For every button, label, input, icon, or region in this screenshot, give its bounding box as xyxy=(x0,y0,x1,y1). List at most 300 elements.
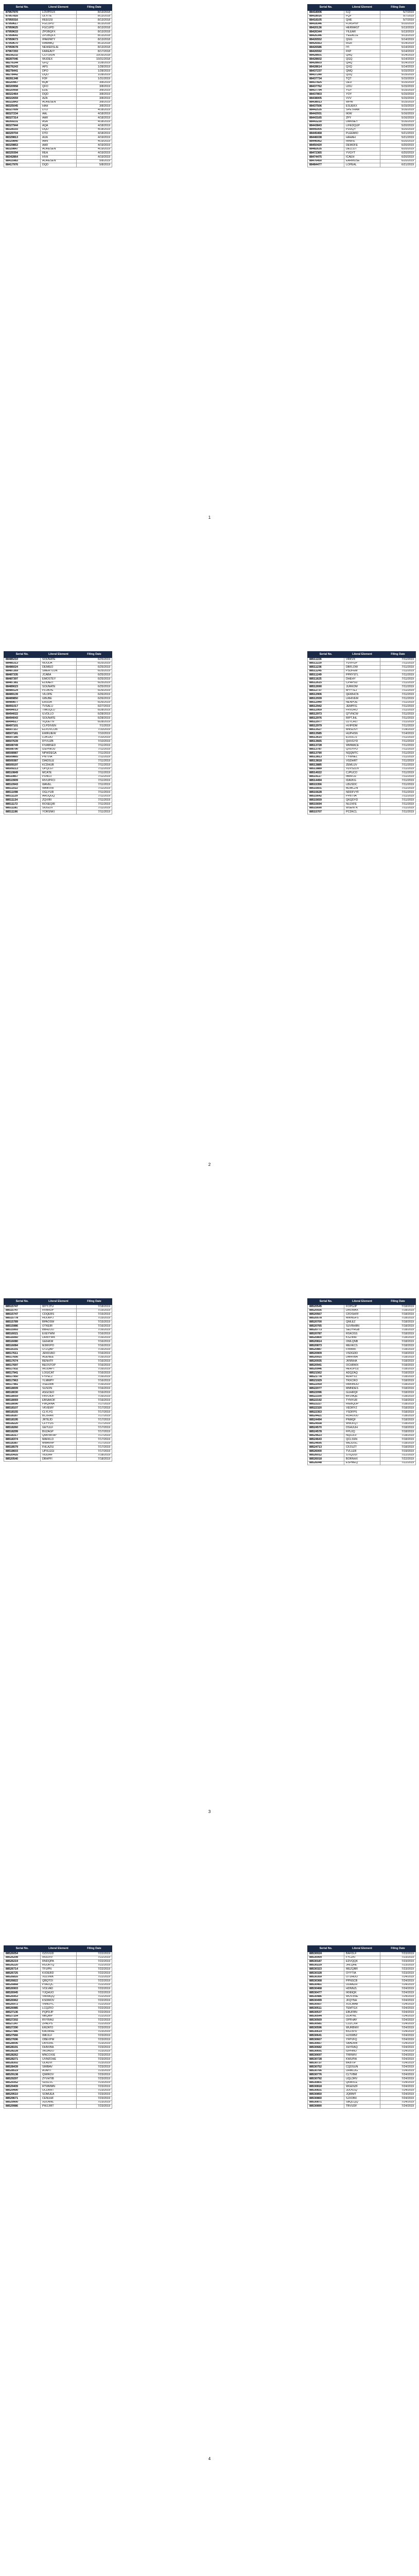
filing-date-cell: 7/11/2019 xyxy=(77,764,112,768)
filing-date-cell: 4/19/2019 xyxy=(77,147,112,151)
literal-element-cell: OGLYUR xyxy=(41,791,77,795)
table-row xyxy=(4,26,112,30)
table-row xyxy=(308,1336,416,1340)
filing-date-cell: 7/11/2019 xyxy=(380,693,416,697)
literal-element-cell: CQDSUN xyxy=(344,2065,380,2070)
literal-element-cell: SDUZJC xyxy=(41,2081,77,2085)
filing-date-cell: 7/24/2019 xyxy=(380,2077,416,2081)
serial-number-cell: 88329840 xyxy=(4,140,41,144)
literal-element-cell: ZPOBQFX xyxy=(41,34,77,38)
serial-number-cell: 88530667 xyxy=(308,2038,344,2042)
filing-date-cell: 7/16/2019 xyxy=(77,1379,112,1383)
literal-element-cell: VSDGDD xyxy=(344,1352,380,1356)
serial-number-cell: 88511249 xyxy=(308,673,344,677)
table-row xyxy=(308,1983,416,1987)
table-row xyxy=(4,2034,112,2038)
table-row xyxy=(4,1963,112,1968)
serial-number-cell: 88320967 xyxy=(4,81,41,85)
literal-element-cell: LUKGIO xyxy=(41,736,77,740)
filing-date-cell: 8/13/2018 xyxy=(77,30,112,34)
literal-element-cell: APS xyxy=(41,65,77,70)
serial-number-cell: 88445468 xyxy=(308,132,344,136)
filing-date-cell: 7/11/2019 xyxy=(77,794,112,799)
filing-date-cell: 4/18/2019 xyxy=(77,128,112,132)
literal-element-cell: AAL xyxy=(41,112,77,116)
filing-date-cell: 7/16/2019 xyxy=(77,1387,112,1391)
literal-element-cell: ESPMEQ xyxy=(344,1461,380,1465)
literal-element-cell: ASA xyxy=(41,120,77,124)
filing-date-cell: 7/14/2019 xyxy=(380,728,416,732)
filing-date-cell: 7/15/2019 xyxy=(77,1320,112,1325)
table-row xyxy=(308,2007,416,2011)
literal-element-cell: XULVWK xyxy=(41,1975,77,1979)
table-row xyxy=(4,46,112,50)
table-row xyxy=(308,2019,416,2023)
filing-date-cell: 7/17/2019 xyxy=(77,1430,112,1434)
table-row xyxy=(4,1348,112,1352)
serial-number-cell: 88512976 xyxy=(308,716,344,720)
table-row xyxy=(308,1328,416,1332)
serial-number-cell: 88514117 xyxy=(308,775,344,779)
filing-date-cell: 5/21/2019 xyxy=(380,132,416,136)
serial-number-cell: 87959316 xyxy=(4,19,41,23)
header-serial-no: Serial No. xyxy=(308,652,344,658)
literal-element-cell: PNTVIA xyxy=(41,755,77,759)
filing-date-cell: 7/16/2019 xyxy=(77,1360,112,1364)
filing-date-cell: 3/8/2019 xyxy=(77,89,112,93)
table-row xyxy=(4,2007,112,2011)
filing-date-cell: 7/11/2019 xyxy=(380,794,416,799)
table-row xyxy=(4,14,112,19)
filing-date-cell: 7/16/2019 xyxy=(77,1355,112,1360)
table-row xyxy=(308,1402,416,1406)
filing-date-cell: 7/11/2019 xyxy=(380,810,416,815)
serial-number-cell: 88527290 xyxy=(4,2026,41,2030)
table-row xyxy=(4,120,112,124)
table-row xyxy=(308,140,416,144)
literal-element-cell: LBUSDC xyxy=(344,783,380,787)
table-row xyxy=(4,748,112,752)
serial-number-cell: 88426344 xyxy=(308,30,344,34)
table-row xyxy=(4,1355,112,1360)
table-row xyxy=(4,1411,112,1415)
literal-element-cell: AAN xyxy=(41,140,77,144)
table-row xyxy=(308,748,416,752)
serial-number-cell: 88485313 xyxy=(4,662,41,666)
filing-date-cell: 7/11/2019 xyxy=(77,787,112,791)
table-row xyxy=(308,799,416,803)
serial-number-cell: 88428602 xyxy=(308,58,344,62)
filing-date-cell: 1/28/2019 xyxy=(77,69,112,73)
literal-element-cell: IBMFOZ xyxy=(344,775,380,779)
filing-date-cell: 7/23/2019 xyxy=(77,2089,112,2093)
serial-number-cell: 88528228 xyxy=(4,2049,41,2054)
literal-element-cell: SIMBAV xyxy=(41,2065,77,2070)
table-row xyxy=(308,49,416,54)
serial-number-cell: 88529900 xyxy=(4,2100,41,2105)
table-row xyxy=(4,810,112,815)
filing-date-cell: 5/14/2019 xyxy=(380,42,416,46)
serial-number-cell: 88428603 xyxy=(308,61,344,65)
literal-element-cell: JURKOM xyxy=(344,685,380,689)
table-row xyxy=(4,1387,112,1391)
filing-date-cell: 7/18/2019 xyxy=(380,1305,416,1309)
serial-number-cell: 88438005 xyxy=(308,97,344,101)
filing-date-cell: 7/24/2019 xyxy=(380,1975,416,1979)
serial-number-cell: 88530461 xyxy=(308,1983,344,1987)
serial-number-cell: 88276243 xyxy=(4,65,41,70)
serial-number-cell: 88526962 xyxy=(4,1999,41,2003)
filing-date-cell: 7/11/2019 xyxy=(380,713,416,717)
serial-number-cell: 88517611 xyxy=(4,1352,41,1356)
serial-number-cell: 88513728 xyxy=(308,744,344,748)
filing-date-cell: 7/18/2019 xyxy=(380,1434,416,1438)
serial-number-cell: 88512973 xyxy=(308,713,344,717)
serial-number-cell: 88527486 xyxy=(4,2030,41,2034)
serial-number-cell: 88329813 xyxy=(4,136,41,140)
literal-element-cell: JCABA xyxy=(41,673,77,677)
filing-date-cell: 5/15/2019 xyxy=(380,85,416,89)
serial-number-cell: 88445005 xyxy=(308,128,344,132)
table-row xyxy=(308,155,416,159)
table-row xyxy=(4,767,112,771)
filing-date-cell: 7/11/2019 xyxy=(380,748,416,752)
literal-element-cell: VDVSZDV xyxy=(344,767,380,771)
table-row xyxy=(308,19,416,23)
table-row xyxy=(308,673,416,677)
literal-element-cell: PNMQF xyxy=(344,1418,380,1422)
table-row xyxy=(308,1363,416,1367)
table-row xyxy=(308,30,416,34)
table-row xyxy=(308,159,416,163)
table-row xyxy=(4,693,112,697)
literal-element-cell: ZEMLUV xyxy=(344,764,380,768)
serial-number-cell: 88438013 xyxy=(308,100,344,105)
literal-element-cell: QHQ xyxy=(344,61,380,65)
serial-number-cell: 88437762 xyxy=(308,85,344,89)
table-row xyxy=(308,151,416,156)
table-row xyxy=(4,724,112,728)
literal-element-cell: XDONNL xyxy=(41,2100,77,2105)
serial-number-cell: 88513787 xyxy=(308,748,344,752)
filing-date-cell: 6/25/2019 xyxy=(77,669,112,673)
table-row xyxy=(4,1336,112,1340)
table-row xyxy=(308,1391,416,1395)
filing-date-cell: 7/22/2019 xyxy=(77,2022,112,2026)
serial-number-cell: 88437803 xyxy=(308,93,344,97)
literal-element-cell: OZXVUD xyxy=(41,1952,77,1956)
serial-number-cell: 88526018 xyxy=(308,1458,344,1462)
literal-element-cell: JEMPFG xyxy=(344,705,380,709)
literal-element-cell: CPHPSU xyxy=(344,681,380,685)
filing-date-cell: 5/13/2019 xyxy=(380,34,416,38)
literal-element-cell: ZPOBQFX xyxy=(41,30,77,34)
filing-date-cell: 4/18/2019 xyxy=(77,116,112,121)
filing-date-cell: 7/18/2019 xyxy=(77,1305,112,1309)
table-row xyxy=(4,1449,112,1453)
table-row xyxy=(308,2058,416,2062)
serial-number-cell: 88520915 xyxy=(308,1355,344,1360)
filing-date-cell: 5/10/2019 xyxy=(380,22,416,26)
literal-element-cell: BPAOSW xyxy=(41,1320,77,1325)
filing-date-cell: 4/18/2019 xyxy=(77,132,112,136)
serial-number-cell: 88526972 xyxy=(4,2003,41,2007)
literal-element-cell: QKMXLE xyxy=(344,2081,380,2085)
filing-date-cell: 7/10/2019 xyxy=(77,740,112,744)
serial-number-cell: 88530682 xyxy=(308,2046,344,2050)
filing-date-cell: 5/7/2019 xyxy=(380,14,416,19)
serial-number-cell: 88515601 xyxy=(308,787,344,791)
literal-element-cell: HOLWPJ xyxy=(41,1316,77,1320)
serial-number-cell: 88522320 xyxy=(308,1406,344,1411)
serial-number-cell: 88529297 xyxy=(4,2077,41,2081)
filing-date-cell: 7/22/2019 xyxy=(380,1461,416,1465)
table-row xyxy=(308,720,416,724)
literal-element-cell: WSENTK xyxy=(344,806,380,810)
filing-date-cell: 6/20/2019 xyxy=(380,159,416,163)
filing-date-cell: 7/15/2019 xyxy=(77,1313,112,1317)
filing-date-cell: 7/18/2019 xyxy=(77,1453,112,1458)
table-row xyxy=(308,2073,416,2077)
literal-element-cell: SBQCQQ xyxy=(344,2100,380,2105)
table-row xyxy=(4,2077,112,2081)
table-row xyxy=(308,1348,416,1352)
table-row xyxy=(308,38,416,42)
header-serial-no: Serial No. xyxy=(4,1946,41,1952)
literal-element-cell: FKP xyxy=(344,49,380,54)
table-row xyxy=(308,791,416,795)
table-row xyxy=(4,1971,112,1975)
table-row xyxy=(308,716,416,720)
table-row xyxy=(308,1995,416,1999)
serial-number-cell: 87959641 xyxy=(4,34,41,38)
filing-date-cell: 7/11/2019 xyxy=(380,662,416,666)
filing-date-cell: 10/31/2018 xyxy=(77,58,112,62)
filing-date-cell: 8/13/2018 xyxy=(77,46,112,50)
filing-date-cell: 7/19/2019 xyxy=(380,1449,416,1453)
table-row xyxy=(4,1363,112,1367)
serial-number-cell: 88522077 xyxy=(308,1387,344,1391)
filing-date-cell: 7/11/2019 xyxy=(77,767,112,771)
literal-element-cell: IDPHNO xyxy=(344,2049,380,2054)
serial-number-cell: 88327234 xyxy=(4,112,41,116)
serial-number-cell: 88511226 xyxy=(308,658,344,662)
table-row xyxy=(4,42,112,46)
literal-element-cell: PUUQY xyxy=(344,128,380,132)
serial-number-cell: 88507157 xyxy=(4,728,41,732)
serial-number-cell: 88320958 xyxy=(4,89,41,93)
literal-element-cell: QHQ xyxy=(344,54,380,58)
filing-date-cell: 4/18/2019 xyxy=(77,120,112,124)
serial-number-cell: 88327944 xyxy=(4,124,41,128)
table-body xyxy=(4,11,112,167)
table-body xyxy=(4,1305,112,1462)
filing-date-cell: 7/24/2019 xyxy=(380,2058,416,2062)
table-row xyxy=(4,2014,112,2019)
serial-number-cell: 88418346 xyxy=(308,22,344,26)
literal-element-cell: WEJDSC xyxy=(344,1442,380,1446)
table-row xyxy=(308,14,416,19)
literal-element-cell: WAVEL xyxy=(41,783,77,787)
filing-date-cell: 7/24/2019 xyxy=(380,2003,416,2007)
filing-date-cell: 5/8/2019 xyxy=(77,159,112,163)
literal-element-cell: EMOSTEY xyxy=(41,677,77,681)
filing-date-cell: 6/26/2019 xyxy=(77,697,112,701)
records-table-right xyxy=(307,1945,416,2109)
literal-element-cell: BENHTF xyxy=(41,1360,77,1364)
serial-number-cell: 88530359 xyxy=(308,1975,344,1979)
literal-element-cell: CUZCXH xyxy=(344,2022,380,2026)
serial-number-cell: 88522100 xyxy=(308,1395,344,1399)
serial-number-cell: 88417976 xyxy=(4,163,41,167)
table-row xyxy=(308,1340,416,1344)
filing-date-cell: 7/17/2019 xyxy=(77,1438,112,1442)
filing-date-cell: 5/20/2019 xyxy=(380,124,416,128)
serial-number-cell: 88520814 xyxy=(308,1340,344,1344)
filing-date-cell: 7/11/2019 xyxy=(380,775,416,779)
serial-number-cell: 88513615 xyxy=(308,736,344,740)
literal-element-cell: PVAZQC xyxy=(41,1983,77,1987)
serial-number-cell: 88509197 xyxy=(4,764,41,768)
table-row xyxy=(4,93,112,97)
header-serial-no: Serial No. xyxy=(308,5,344,11)
serial-number-cell: 88442535 xyxy=(308,108,344,112)
table-row xyxy=(4,1332,112,1336)
serial-number-cell: 88510943 xyxy=(4,783,41,787)
literal-element-cell: KXDERD xyxy=(41,1971,77,1975)
serial-number-cell: 88513889 xyxy=(308,767,344,771)
header-filing-date: Filing Date xyxy=(77,5,112,11)
literal-element-cell: DBHPFI xyxy=(41,1458,77,1462)
literal-element-cell: YEEALLE xyxy=(344,34,380,38)
literal-element-cell: GUHRQF xyxy=(344,1391,380,1395)
filing-date-cell: 7/18/2019 xyxy=(380,1360,416,1364)
serial-number-cell: 88508987 xyxy=(4,752,41,756)
filing-date-cell: 1/31/2019 xyxy=(77,77,112,81)
filing-date-cell: 7/18/2019 xyxy=(380,1430,416,1434)
filing-date-cell: 7/11/2019 xyxy=(380,744,416,748)
table-row xyxy=(308,100,416,105)
filing-date-cell: 7/11/2019 xyxy=(380,666,416,670)
header-filing-date: Filing Date xyxy=(77,652,112,658)
literal-element-cell: DEMIEO xyxy=(41,666,77,670)
serial-number-cell: 88530581 xyxy=(308,2022,344,2026)
filing-date-cell: 7/11/2019 xyxy=(77,744,112,748)
records-table-left xyxy=(4,1945,112,2109)
serial-number-cell: 88516060 xyxy=(4,1336,41,1340)
literal-element-cell: TQT xyxy=(344,77,380,81)
serial-number-cell: 88524643 xyxy=(308,1438,344,1442)
serial-number-cell: 88530569 xyxy=(308,2019,344,2023)
serial-number-cell: 88494517 xyxy=(4,720,41,724)
filing-date-cell: 4/19/2019 xyxy=(77,140,112,144)
filing-date-cell: 7/11/2019 xyxy=(77,779,112,783)
table-row xyxy=(4,1391,112,1395)
literal-element-cell: TVLLER xyxy=(344,1449,380,1453)
literal-element-cell: OMLQNB xyxy=(344,1340,380,1344)
literal-element-cell: LRHIVEM xyxy=(344,697,380,701)
table-row xyxy=(308,1446,416,1450)
table-row xyxy=(308,1422,416,1426)
serial-number-cell: 88524570 xyxy=(308,1426,344,1430)
table-row xyxy=(4,124,112,128)
serial-number-cell: 88494043 xyxy=(4,716,41,720)
serial-number-cell: 88530328 xyxy=(308,1971,344,1975)
table-row xyxy=(308,22,416,26)
serial-number-cell: 88443843 xyxy=(308,124,344,128)
filing-date-cell: 7/18/2019 xyxy=(380,1379,416,1383)
filing-date-cell: 5/15/2019 xyxy=(380,77,416,81)
filing-date-cell: 7/22/2019 xyxy=(77,2014,112,2019)
literal-element-cell: XSEUHB xyxy=(41,1383,77,1387)
filing-date-cell: 6/28/2019 xyxy=(77,713,112,717)
serial-number-cell: 88530507 xyxy=(308,2003,344,2007)
table-row xyxy=(4,61,112,65)
serial-number-cell: 88437240 xyxy=(308,73,344,77)
serial-number-cell: 87959633 xyxy=(4,30,41,34)
literal-element-cell: YDVFGP xyxy=(344,662,380,666)
serial-number-cell: 88530619 xyxy=(308,2030,344,2034)
filing-date-cell: 6/20/2019 xyxy=(380,155,416,159)
literal-element-cell: FIVABSED xyxy=(41,744,77,748)
literal-element-cell: ZQVIRI xyxy=(41,799,77,803)
filing-date-cell: 7/16/2019 xyxy=(77,1391,112,1395)
literal-element-cell: OTDHDU xyxy=(344,1975,380,1979)
literal-element-cell: AHOQGQ xyxy=(41,794,77,799)
filing-date-cell: 7/11/2019 xyxy=(380,799,416,803)
filing-date-cell: 7/11/2019 xyxy=(77,802,112,806)
serial-number-cell: 88520946 xyxy=(308,1367,344,1371)
literal-element-cell: AQA xyxy=(41,124,77,128)
filing-date-cell: 7/17/2019 xyxy=(77,1434,112,1438)
filing-date-cell: 7/17/2019 xyxy=(77,1422,112,1426)
table-row xyxy=(4,1320,112,1325)
table-row xyxy=(4,1446,112,1450)
filing-date-cell: 7/11/2019 xyxy=(380,658,416,662)
table-row xyxy=(308,1352,416,1356)
filing-date-cell: 7/22/2019 xyxy=(77,2019,112,2023)
filing-date-cell: 7/24/2019 xyxy=(380,2049,416,2054)
table-body xyxy=(4,658,112,815)
serial-number-cell: 88527136 xyxy=(4,2010,41,2014)
table-header xyxy=(4,1299,112,1305)
filing-date-cell: 8/13/2018 xyxy=(77,38,112,42)
filing-date-cell: 7/17/2019 xyxy=(77,1411,112,1415)
literal-element-cell: OBEVPM xyxy=(41,2038,77,2042)
literal-element-cell: ATAPIT xyxy=(41,2069,77,2073)
filing-date-cell: 7/11/2019 xyxy=(77,759,112,764)
serial-number-cell: 88522192 xyxy=(308,1399,344,1403)
table-row xyxy=(4,705,112,709)
table-row xyxy=(4,2069,112,2073)
literal-element-cell: GETULF xyxy=(41,1426,77,1430)
filing-date-cell: 7/14/2019 xyxy=(380,732,416,736)
filing-date-cell: 7/16/2019 xyxy=(77,1340,112,1344)
table-row xyxy=(308,1305,416,1309)
serial-number-cell: 88511229 xyxy=(308,662,344,666)
serial-number-cell: 88530871 xyxy=(308,2100,344,2105)
filing-date-cell: 3/8/2019 xyxy=(77,100,112,105)
table-header xyxy=(4,5,112,11)
filing-date-cell: 6/25/2019 xyxy=(77,681,112,685)
table-row xyxy=(4,69,112,73)
serial-number-cell: 88513527 xyxy=(308,728,344,732)
serial-number-cell: 88527202 xyxy=(4,2019,41,2023)
header-row xyxy=(4,652,112,658)
serial-number-cell: 88514022 xyxy=(308,771,344,775)
serial-number-cell: 88507639 xyxy=(4,740,41,744)
filing-date-cell: 7/22/2019 xyxy=(77,1979,112,1984)
